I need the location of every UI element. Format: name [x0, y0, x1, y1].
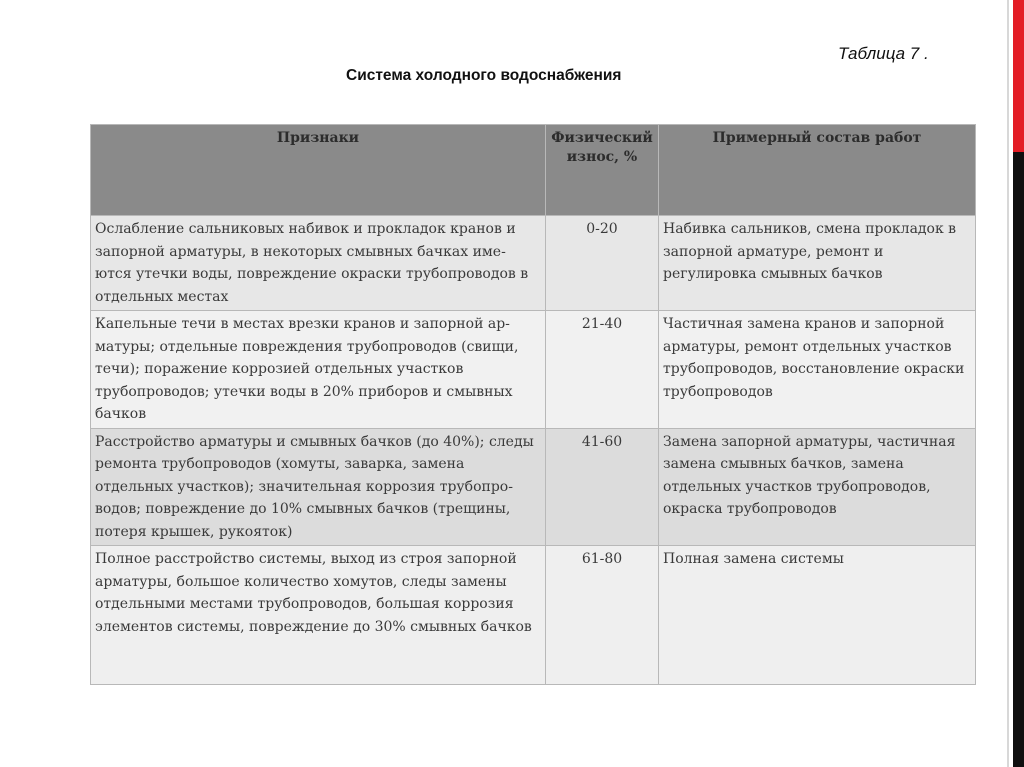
header-signs: Признаки	[91, 125, 546, 216]
wear-table	[90, 124, 976, 685]
page-title: Система холодного водоснабжения	[346, 67, 622, 84]
cell-works: Замена запорной арматуры, частичная замена смывных бачков, замена отдельных участков трубопроводов, окраска трубопроводов	[659, 428, 976, 546]
cell-signs: Расстройство арматуры и смывных бачков (до 40%); следы ремонта трубопроводов (хомуты, заварка, замена отдельных участков); значительная коррозия трубопро-водов; повреждение до 10% смывных бачков (трещины, потеря крышек, рукояток)	[91, 428, 546, 546]
cell-works: Частичная замена кранов и запорной арматуры, ремонт отдельных участков трубопроводов, восстановление окраски трубопроводов	[659, 311, 976, 429]
header-wear: Физический износ, %	[546, 125, 659, 216]
cell-works: Набивка сальников, смена прокладок в запорной арматуре, ремонт и регулировка смывных бачков	[659, 216, 976, 311]
table-row	[91, 216, 976, 311]
table-number-label: Таблица 7 .	[838, 44, 929, 63]
table-row	[91, 546, 976, 685]
accent-bar-red	[1013, 0, 1024, 152]
table-row	[91, 311, 976, 429]
cell-signs: Ослабление сальниковых набивок и прокладок кранов и запорной арматуры, в некоторых смывных бачках име-ются утечки воды, повреждение окраски трубопроводов в отдельных местах	[91, 216, 546, 311]
cell-wear: 21-40	[546, 311, 659, 429]
cell-wear: 0-20	[546, 216, 659, 311]
table-row	[91, 428, 976, 546]
cell-signs: Полное расстройство системы, выход из строя запорной арматуры, большое количество хомутов, следы замены отдельными местами трубопроводов, большая коррозия элементов системы, повреждение до 30% смывных бачков	[91, 546, 546, 685]
cell-works: Полная замена системы	[659, 546, 976, 685]
header-works: Примерный состав работ	[659, 125, 976, 216]
cell-signs: Капельные течи в местах врезки кранов и запорной ар-матуры; отдельные повреждения трубопроводов (свищи, течи); поражение коррозией отдельных участков трубопроводов; утечки воды в 20% приборов и смывных бачков	[91, 311, 546, 429]
cell-wear: 41-60	[546, 428, 659, 546]
table-header-row	[91, 125, 976, 216]
accent-bar-black	[1013, 152, 1024, 767]
cell-wear: 61-80	[546, 546, 659, 685]
